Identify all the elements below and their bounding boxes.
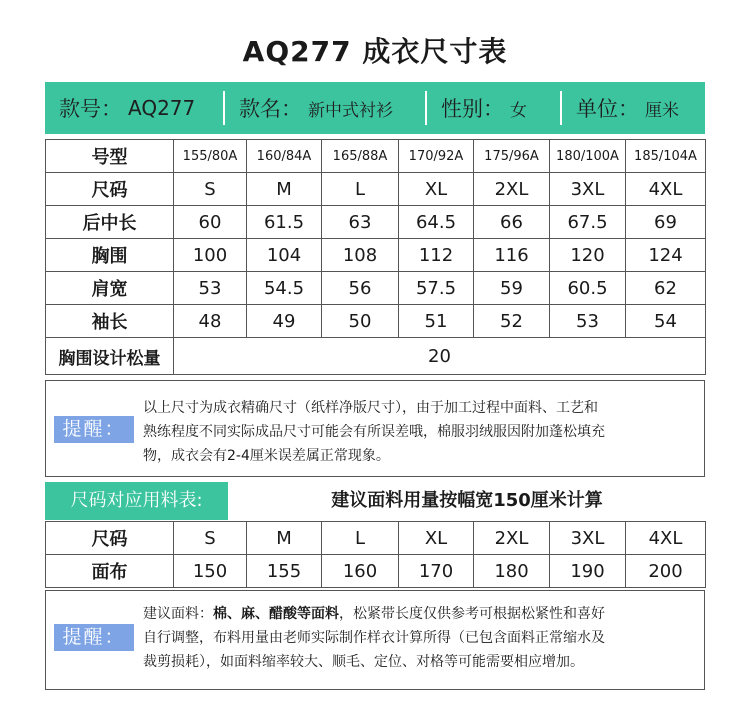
table-cell: 48 [174, 305, 247, 338]
reminder-line: 物，成衣会有2-4厘米误差属正常现象。 [143, 448, 390, 464]
table-cell: 3XL [550, 522, 626, 555]
table-cell: 165/88A [322, 140, 399, 173]
style-name-label: 款名： [239, 97, 302, 121]
table-cell: 190 [550, 555, 626, 588]
table-cell: 116 [474, 239, 550, 272]
gender-label: 性别： [441, 97, 504, 121]
table-cell: L [322, 522, 399, 555]
row-header: 肩宽 [46, 272, 174, 305]
table-cell: 180 [474, 555, 550, 588]
reminder-line: 自行调整，布料用量由老师实际制作样衣计算所得（已包含面料正常缩水及 [143, 630, 605, 646]
gender-value: 女 [510, 100, 527, 121]
reminder-text [143, 602, 703, 674]
table-cell: 120 [550, 239, 626, 272]
table-cell: 51 [399, 305, 474, 338]
table-cell: 59 [474, 272, 550, 305]
row-header: 尺码 [46, 522, 174, 555]
table-cell: 170 [399, 555, 474, 588]
table-cell: 60.5 [550, 272, 626, 305]
row-header: 胸围设计松量 [46, 338, 174, 375]
row-header: 袖长 [46, 305, 174, 338]
table-cell: M [247, 173, 322, 206]
table-cell: 20 [174, 338, 706, 375]
table-cell: 50 [322, 305, 399, 338]
fabric-section-label: 尺码对应用料表: [45, 482, 228, 520]
table-cell: 53 [550, 305, 626, 338]
table-cell: 53 [174, 272, 247, 305]
table-row [46, 305, 706, 338]
table-cell: 155 [247, 555, 322, 588]
table-cell: 52 [474, 305, 550, 338]
table-cell: S [174, 173, 247, 206]
table-cell: 56 [322, 272, 399, 305]
table-cell: 2XL [474, 173, 550, 206]
table-cell: L [322, 173, 399, 206]
table-cell: 4XL [626, 522, 706, 555]
reminder-line: 以上尺寸为成衣精确尺寸（纸样净版尺寸），由于加工过程中面料、工艺和 [143, 400, 598, 416]
style-name-cell [225, 82, 425, 134]
table-cell: 4XL [626, 173, 706, 206]
table-cell: 150 [174, 555, 247, 588]
size-table [45, 139, 706, 375]
table-cell: 108 [322, 239, 399, 272]
reminder-text [143, 396, 703, 468]
info-bar [45, 82, 705, 134]
table-row [46, 239, 706, 272]
table-cell: 54.5 [247, 272, 322, 305]
table-cell: 185/104A [626, 140, 706, 173]
table-row [46, 140, 706, 173]
table-cell: 112 [399, 239, 474, 272]
table-cell: 57.5 [399, 272, 474, 305]
table-cell: 180/100A [550, 140, 626, 173]
table-cell: 66 [474, 206, 550, 239]
table-cell: 100 [174, 239, 247, 272]
table-cell: XL [399, 173, 474, 206]
table-cell: 67.5 [550, 206, 626, 239]
table-cell: M [247, 522, 322, 555]
table-row [46, 206, 706, 239]
reminder-line [143, 602, 703, 626]
table-cell: 175/96A [474, 140, 550, 173]
table-cell: 155/80A [174, 140, 247, 173]
page-title: AQ277 成衣尺寸表 [242, 35, 508, 68]
table-cell: 63 [322, 206, 399, 239]
row-header: 尺码 [46, 173, 174, 206]
table-cell: 3XL [550, 173, 626, 206]
style-number-value: AQ277 [128, 96, 196, 120]
table-cell: 124 [626, 239, 706, 272]
table-cell: 60 [174, 206, 247, 239]
unit-value: 厘米 [645, 100, 679, 121]
row-header: 后中长 [46, 206, 174, 239]
table-row [46, 555, 706, 588]
table-cell: S [174, 522, 247, 555]
reminder-label: 提醒： [54, 416, 134, 443]
table-cell: 2XL [474, 522, 550, 555]
table-cell: 54 [626, 305, 706, 338]
fabric-section-note: 建议面料用量按幅宽150厘米计算 [331, 490, 603, 511]
table-row [46, 338, 706, 375]
reminder-line: 熟练程度不同实际成品尺寸可能会有所误差哦，棉服羽绒服因附加蓬松填充 [143, 424, 605, 440]
reminder-emphasis: 棉、麻、醋酸等面料 [213, 606, 339, 622]
row-header: 号型 [46, 140, 174, 173]
fabric-table [45, 521, 706, 588]
reminder-suffix: ，松紧带长度仅供参考可根据松紧性和喜好 [339, 606, 605, 622]
table-row [46, 272, 706, 305]
table-cell: 62 [626, 272, 706, 305]
table-cell: 64.5 [399, 206, 474, 239]
table-cell: 61.5 [247, 206, 322, 239]
table-cell: XL [399, 522, 474, 555]
style-number-cell [45, 82, 223, 134]
table-cell: 170/92A [399, 140, 474, 173]
table-cell: 160 [322, 555, 399, 588]
gender-cell [427, 82, 560, 134]
unit-cell [562, 82, 702, 134]
reminder-label: 提醒： [54, 624, 134, 651]
table-row [46, 173, 706, 206]
reminder-line: 裁剪损耗），如面料缩率较大、顺毛、定位、对格等可能需要相应增加。 [143, 654, 584, 670]
table-cell: 160/84A [247, 140, 322, 173]
style-number-label: 款号： [59, 97, 122, 121]
table-cell: 49 [247, 305, 322, 338]
style-name-value: 新中式衬衫 [308, 100, 393, 121]
row-header: 面布 [46, 555, 174, 588]
table-cell: 200 [626, 555, 706, 588]
table-row [46, 522, 706, 555]
row-header: 胸围 [46, 239, 174, 272]
table-cell: 104 [247, 239, 322, 272]
reminder-prefix: 建议面料： [143, 606, 213, 622]
unit-label: 单位： [576, 97, 639, 121]
table-cell: 69 [626, 206, 706, 239]
